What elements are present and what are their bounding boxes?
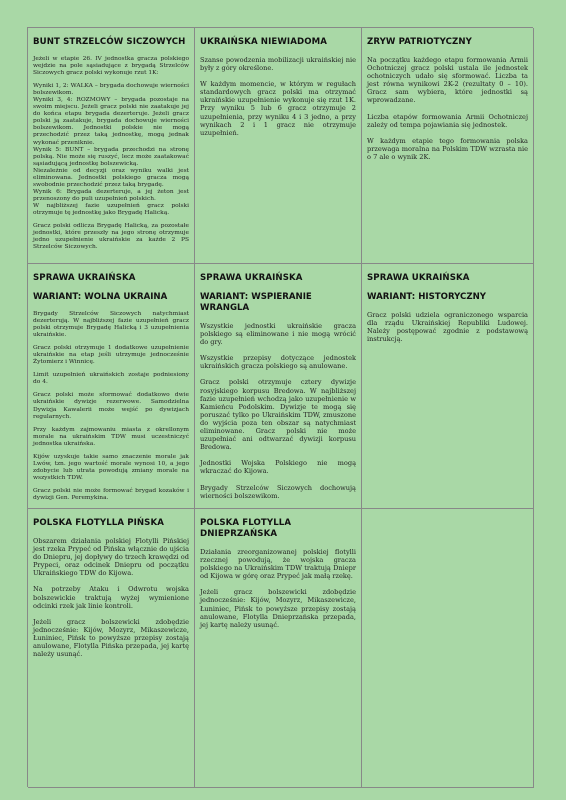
card-paragraph: Brygady Strzelców Siczowych natychmiast dezerterują. W najbliższej fazie uzupełnień gracz polski otrzymuje Brygadę Halicką i 3 uzupełnienia ukraińskie. [33,311,189,339]
card-paragraph: Wynik 5: BUNT – brygada przechodzi na stronę polską. Nie może się ruszyć, lecz może zaatakować sąsiadującą jednostkę bolszewicką. [33,146,189,167]
card-paragraph: Liczba etapów formowania Armii Ochotniczej zależy od tempa pojawiania się jednostek. [367,112,528,129]
card-paragraph: Limit uzupełnień ukraińskich zostaje podniesiony do 4. [33,372,189,386]
card-paragraph: W każdym etapie tego formowania polska przewaga moralna na Polskim TDW wzrasta nie o 7 ale o wynik 2K. [367,136,528,161]
card-paragraph: Przy każdym zajmowaniu miasta z okrellonym morale na ukraińskim TDW musi uczestniczyć jednostka ukraińska. [33,426,189,447]
card-paragraph: Wyniki 3, 4: ROZMOWY – brygada pozostaje na swoim miejscu. Jeżeli gracz polski nie zaatakuje jej do końca etapu brygada dezerteruje. Jeżeli gracz polski ją zaatakuje, brygada dochowuje wierności bolszewikom. Jednostki polskie nie mogą przechodzić przez taką jednostkę, mogą jednak wykonać przeniknie. [33,97,189,146]
card-subtitle: WARIANT: HISTORYCZNY [367,292,486,302]
card-title: ZRYW PATRIOTYCZNY [367,37,472,47]
card-zryw-patriotyczny [362,28,534,264]
card-bunt-strzelcow-siczowych [28,28,195,264]
card-title: SPRAWA UKRAIŃSKA [367,273,470,283]
rules-card-sheet [27,27,533,787]
card-paragraph: Obszarem działania polskiej Flotylli Pińskiej jest rzeka Prypeć od Pińska włącznie do ujścia do Dniepru, jej dopływy do trzech krawędzi od Prypeci, oraz odcinek Dniepru od początku Ukraińskiego TDW do Kijowa. [33,537,189,578]
card-paragraph: Gracz polski otrzymuje cztery dywizje rosyjskiego korpusu Bredowa. W najbliższej fazie uzupełnień wchodzą jako uzupełnienie w Kamieńcu Podolskim. Dywizje te mogą się poruszać tylko po Ukraińskim TDW, zmuszone do wyjścia poza ten obszar są natychmiast eliminowane. Gracz polski nie może uzupełniać ani odtwarzać dywizji korpusu Bredowa. [200,378,356,452]
card-paragraph: Jeżeli gracz bolszewicki zdobędzie jednocześnie: Kijów, Mozyrz, Mikaszewicze, Łuniniec, Pińsk to powyższe przepisy zostają anulowane, Flotylla Dnieprzańska przepada, jej kartę należy usunąć. [200,588,356,629]
card-subtitle: WARIANT: WSPIERANIE WRANGLA [200,292,312,313]
card-paragraph: Na początku każdego etapu formowania Armii Ochotniczej gracz polski ustala ile jednostek ochotniczych udało się sformować. Liczba ta jest równa wynikowi 2K-2 (rezultaty 0 – 10). Gracz sam wybiera, które jednostki są wprowadzane. [367,56,528,105]
card-paragraph: Działania zreorganizowanej polskiej flotylli rzecznej powodują, że wojska gracza polskiego na Ukraińskim TDW traktują Dniepr od Kijowa w górę oraz Prypeć jak małą rzekę. [200,548,356,581]
card-paragraph: Wszystkie przepisy dotyczące jednostek ukraińskich gracza polskiego są anulowane. [200,354,356,371]
card-title: POLSKA FLOTYLLA PIŃSKA [33,518,164,528]
card-paragraph: Gracz polski otrzymuje 1 dodatkowe uzupełnienie ukraińskie na etap jeśli utrzymuje jednocześnie Żytomierz i Winnicę. [33,345,189,366]
card-ukrainska-niewiadoma [195,28,362,264]
card-paragraph: Kijów uzyskuje takie samo znaczenie morale jak Lwów, tzn. jego wartość morale wynosi 10, a jego zdobycie lub utrata powodują zmiany morale na wszystkich TDW. [33,453,189,481]
card-paragraph: W każdym momencie, w którym w regułach standardowych gracz polski ma otrzymać ukraińskie uzupełnienie wykonuje się rzut 1K. Przy wyniku 5 lub 6 gracz otrzymuje 2 uzupełnienia, przy wyniku 4 i 3 jedno, a przy wynikach 2 i 1 gracz nie otrzymuje uzupełnień. [200,80,356,137]
card-paragraph: Jednostki Wojska Polskiego nie mogą wkraczać do Kijowa. [200,459,356,476]
card-title: SPRAWA UKRAIŃSKA [200,273,303,283]
card-polska-flotylla-pinska [28,509,195,788]
card-paragraph: W najbliższej fazie uzupełnień gracz polski otrzymuje tę jednostkę jako Brygadę Halicką. [33,202,189,216]
card-wariant-wolna-ukraina [28,264,195,509]
card-paragraph: Gracz polski udziela ograniczonego wsparcia dla rządu Ukraińskiej Republiki Ludowej. Należy postępować zgodnie z podstawową instrukcją. [367,311,528,344]
card-title: SPRAWA UKRAIŃSKA [33,273,136,283]
card-paragraph: Na potrzeby Ataku i Odwrotu wojska bolszewickie traktują wyżej wymienione odcinki rzek jak linie kontroli. [33,585,189,610]
card-empty [362,509,534,788]
card-wariant-historyczny [362,264,534,509]
card-paragraph: Wynik 6: Brygada dezerteruje, a jej żeton jest przenoszony do puli uzupełnień polskich. [33,188,189,202]
card-paragraph: Wyniki 1, 2: WALKA – brygada dochowuje wierności bolszewikom. [33,83,189,97]
card-paragraph: Gracz polski może sformować dodatkowo dwie ukraińskie dywizje rezerwowe. Samodzielna Dywizja Kawalerii może wejść po dywizjach regularnych. [33,392,189,420]
card-paragraph: Gracz polski nie może formować brygad kozaków i dywizji Gen. Peremykina. [33,487,189,501]
card-subtitle: WARIANT: WOLNA UKRAINA [33,292,168,302]
card-paragraph: Wszystkie jednostki ukraińskie gracza polskiego są eliminowane i nie mogą wrócić do gry. [200,322,356,347]
card-polska-flotylla-dnieprzanska [195,509,362,788]
card-title: UKRAIŃSKA NIEWIADOMA [200,37,328,47]
card-paragraph: Jeżeli gracz bolszewicki zdobędzie jednocześnie: Kijów, Mozyrz, Mikaszewicze, Łuniniec, Pińsk to powyższe przepisy zostają anulowane, Flotylla Pińska przepada, jej kartę należy usunąć. [33,617,189,659]
card-paragraph: Szanse powodzenia mobilizacji ukraińskiej nie były z góry określone. [200,56,356,73]
card-paragraph: Gracz polski odlicza Brygadę Halicką, za pozostałe jednostki, które przeszły na jego stronę otrzymuje jedno uzupełnienie ukraińskie za każde 2 PS Strzelców Siczowych. [33,223,189,251]
card-wariant-wspieranie-wrangla [195,264,362,509]
card-paragraph: Niezależnie od decyzji oraz wyniku walki jest eliminowana. Jednostki polskiego gracza mogą swobodnie przechodzić przez taką brygadę. [33,167,189,188]
card-title: BUNT STRZELCÓW SICZOWYCH [33,37,186,47]
card-title: POLSKA FLOTYLLA DNIEPRZAŃSKA [200,518,292,539]
card-paragraph: Jeżeli w etapie 26. IV jednostka gracza polskiego wejdzie na pole sąsiadujące z brygadą Strzelców Siczowych gracz polski wykonuje rzut 1K: [33,56,189,77]
card-paragraph: Brygady Strzelców Siczowych dochowują wierności bolszewikom. [200,483,356,500]
